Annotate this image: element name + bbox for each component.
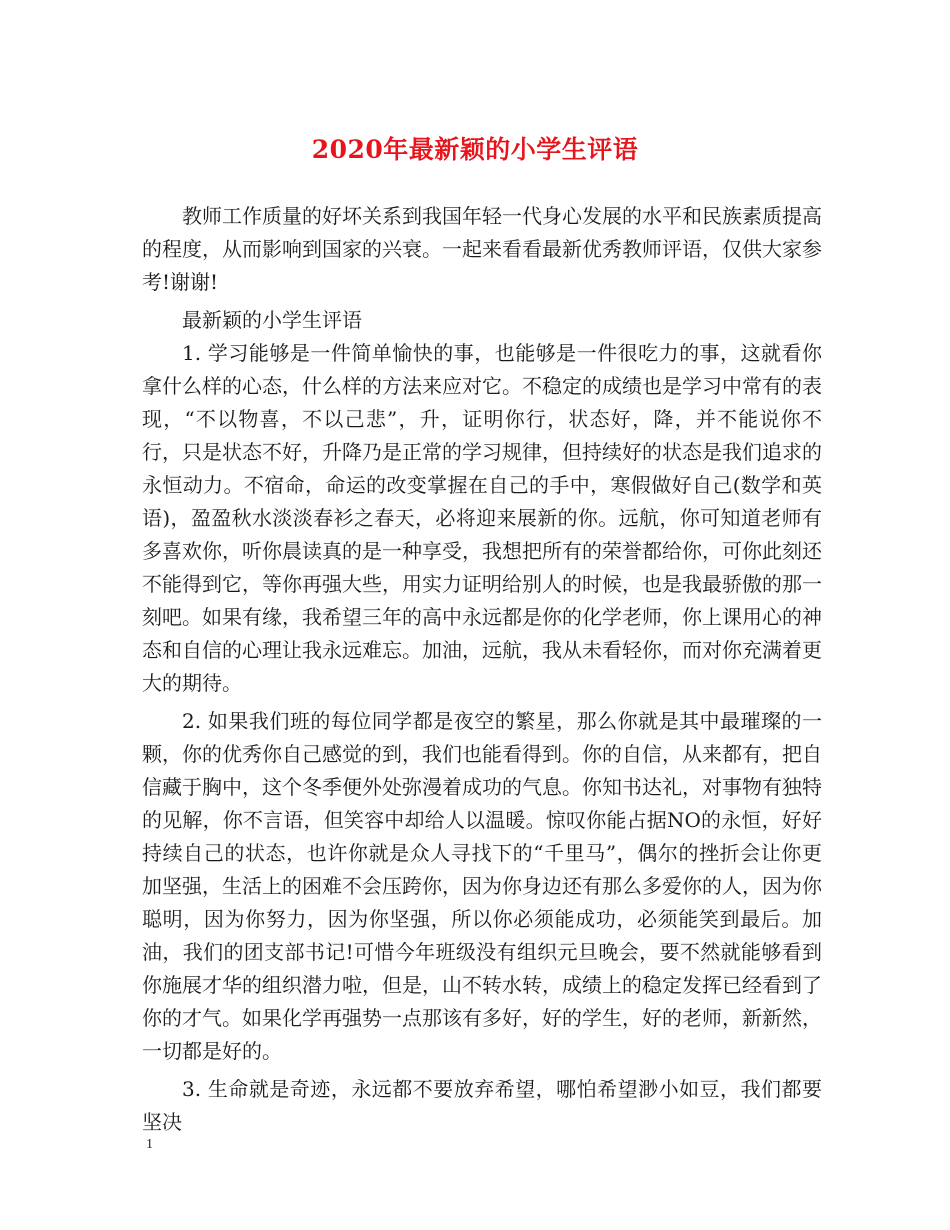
section-heading: 最新颖的小学生评语 (182, 308, 362, 332)
document-title: 2020年最新颖的小学生评语 (311, 135, 639, 164)
comment-paragraph-3: 3. 生命就是奇迹，永远都不要放弃希望，哪怕希望渺小如豆，我们都要坚决 (142, 1077, 822, 1134)
comment-paragraph-1: 1. 学习能够是一件简单愉快的事，也能够是一件很吃力的事，这就看你拿什么样的心态，什么样的方法来应对它。不稳定的成绩也是学习中常有的表现，“不以物喜，不以己悲”，升，证明你行，状态好，降，并不能说你不行，只是状态不好，升降乃是正常的学习规律，但持续好的状态是我们追求的永恒动力。不宿命，命运的改变掌握在自己的手中，寒假做好自己(数学和英语)，盈盈秋水淡淡春衫之春天，必将迎来展新的你。远航，你可知道老师有多喜欢你，听你晨读真的是一种享受，我想把所有的荣誉都给你，可你此刻还不能得到它，等你再强大些，用实力证明给别人的时候，也是我最骄傲的那一刻吧。如果有缘，我希望三年的高中永远都是你的化学老师，你上课用心的神态和自信的心理让我永远难忘。加油，远航，我从未看轻你，而对你充满着更大的期待。 (142, 341, 822, 695)
document-body (142, 200, 822, 1139)
intro-paragraph: 教师工作质量的好坏关系到我国年轻一代身心发展的水平和民族素质提高的程度，从而影响到国家的兴衰。一起来看看最新优秀教师评语，仅供大家参考!谢谢! (142, 204, 822, 294)
comment-paragraph-2: 2. 如果我们班的每位同学都是夜空的繁星，那么你就是其中最璀璨的一颗，你的优秀你自己感觉的到，我们也能看得到。你的自信，从来都有，把自信藏于胸中，这个冬季便外处弥漫着成功的气息。你知书达礼，对事物有独特的见解，你不言语，但笑容中却给人以温暖。惊叹你能占据NO的永恒，好好持续自己的状态，也许你就是众人寻找下的“千里马”，偶尔的挫折会让你更加坚强，生活上的困难不会压跨你，因为你身边还有那么多爱你的人，因为你聪明，因为你努力，因为你坚强，所以你必须能成功，必须能笑到最后。加油，我们的团支部书记!可惜今年班级没有组织元旦晚会，要不然就能够看到你施展才华的组织潜力啦，但是，山不转水转，成绩上的稳定发挥已经看到了你的才气。如果化学再强势一点那该有多好，好的学生，好的老师，新新然，一切都是好的。 (142, 709, 822, 1063)
page-number: 1 (146, 1137, 153, 1152)
